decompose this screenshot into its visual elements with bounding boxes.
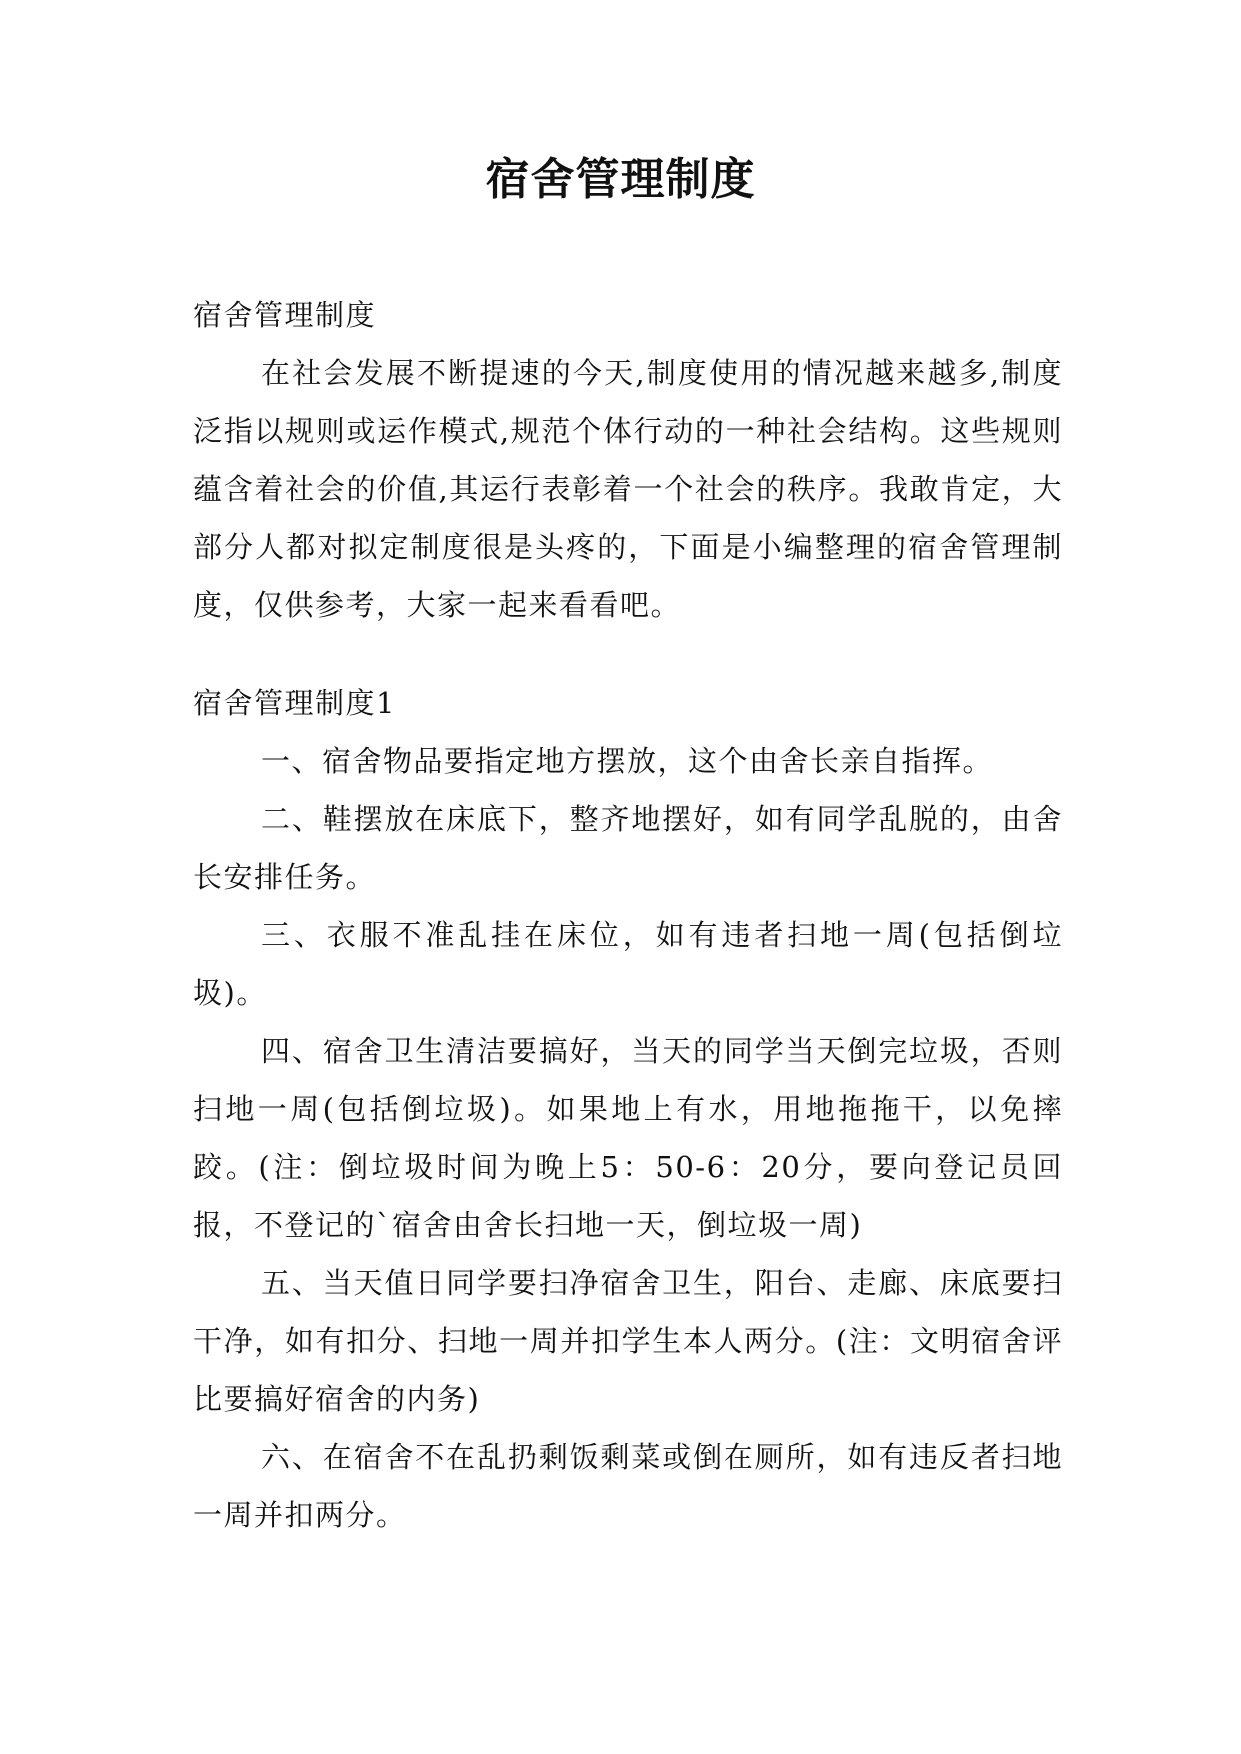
intro-paragraph: 在社会发展不断提速的今天,制度使用的情况越来越多,制度泛指以规则或运作模式,规范个体行动的一种社会结构。这些规则蕴含着社会的价值,其运行表彰着一个社会的秩序。我敢肯定，大部分人都对拟定制度很是头疼的，下面是小编整理的宿舍管理制度，仅供参考，大家一起来看看吧。 [193,356,1063,622]
rule-item-2: 二、鞋摆放在床底下，整齐地摆好，如有同学乱脱的，由舍长安排任务。 [193,802,1063,894]
rule-item-3: 三、衣服不准乱挂在床位，如有违者扫地一周(包括倒垃圾)。 [193,918,1063,1010]
rule-item-5: 五、当天值日同学要扫净宿舍卫生，阳台、走廊、床底要扫干净，如有扣分、扫地一周并扣学生本人两分。(注：文明宿舍评比要搞好宿舍的内务) [193,1266,1063,1416]
document-body [193,286,1063,1544]
intro-heading: 宿舍管理制度 [193,298,377,332]
rule-item-6: 六、在宿舍不在乱扔剩饭剩菜或倒在厕所，如有违反者扫地一周并扣两分。 [193,1440,1063,1532]
rule-item-4: 四、宿舍卫生清洁要搞好，当天的同学当天倒完垃圾，否则扫地一周(包括倒垃圾)。如果地上有水，用地拖拖干，以免摔跤。(注：倒垃圾时间为晚上5：50-6：20分，要向登记员回报，不登记的`宿舍由舍长扫地一天，倒垃圾一周) [193,1034,1063,1242]
section-heading: 宿舍管理制度1 [193,686,396,720]
rule-item-1: 一、宿舍物品要指定地方摆放，这个由舍长亲自指挥。 [261,744,994,778]
section-spacer [193,634,1063,674]
document-title: 宿舍管理制度 [485,154,756,205]
